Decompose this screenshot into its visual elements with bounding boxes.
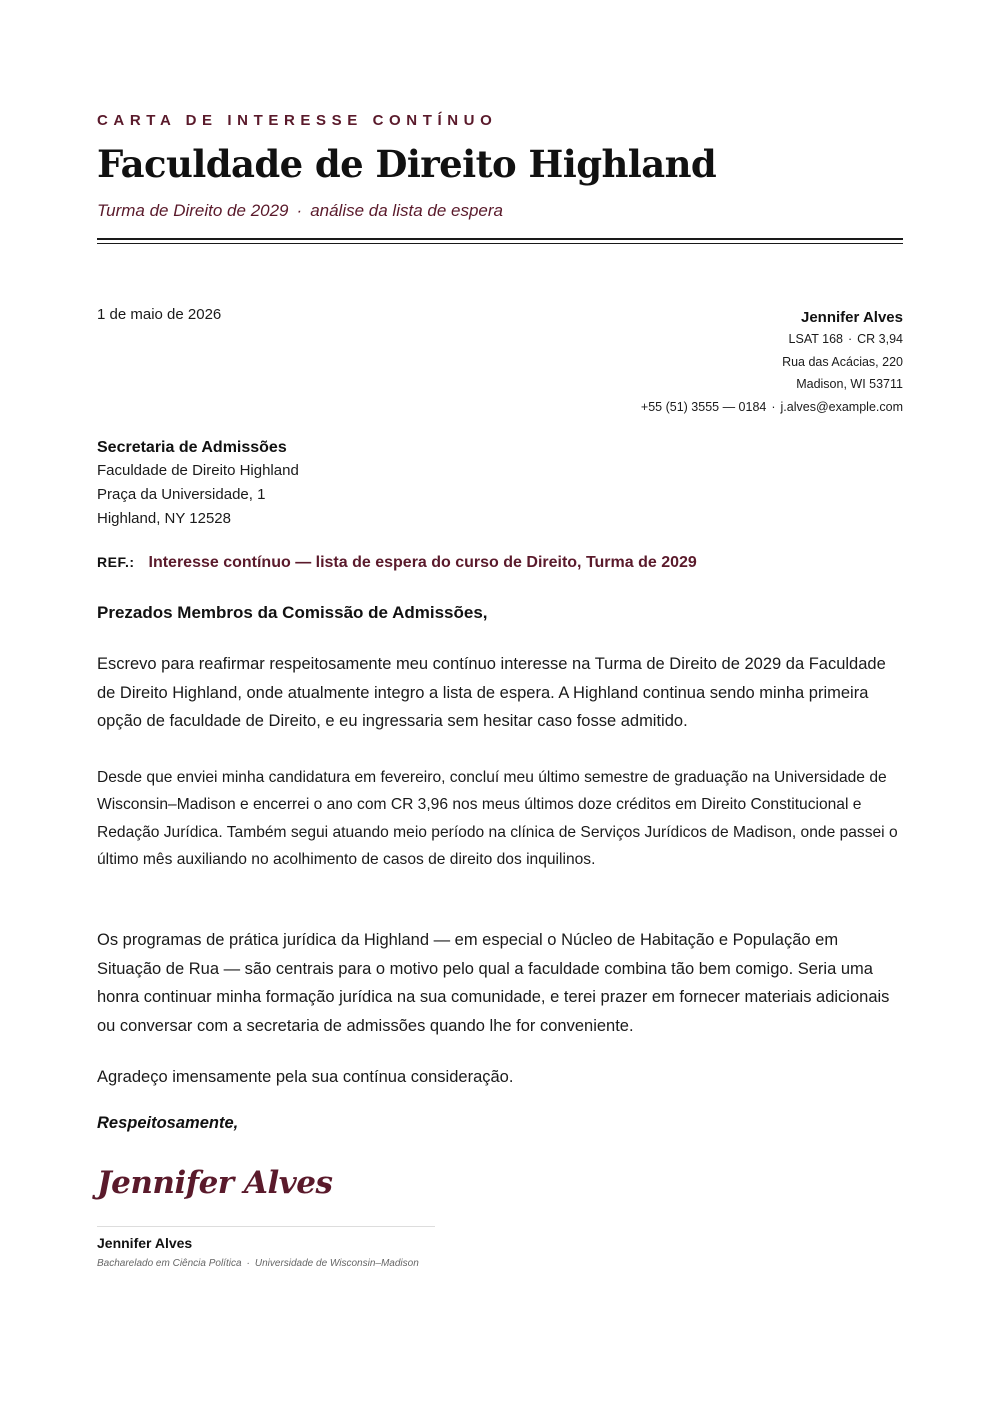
body-paragraph: Os programas de prática jurídica da Highland — em especial o Núcleo de Habitação e População em Situação de Rua — são centrais para o motivo pelo qual a faculdade combina tão bem comigo. Seria uma honra continuar minha formação jurídica na sua comunidade, e terei prazer em fornecer materiais adicionais ou conversar com a secretaria de admissões quando lhe for conveniente. xyxy=(97,931,890,1036)
body-paragraph: Desde que enviei minha candidatura em fevereiro, concluí meu último semestre de graduação na Universidade de Wisconsin–Madison e encerrei o ano com CR 3,96 nos meus últimos doze créditos em Direito Constitucional e Redação Jurídica. Também segui atuando meio período na clínica de Serviços Jurídicos de Madison, onde passei o último mês auxiliando no acolhimento de casos de direito dos inquilinos. xyxy=(97,769,898,868)
signer-separator: · xyxy=(246,1258,250,1269)
sender-contact xyxy=(641,396,903,419)
letter-date: 1 de maio de 2026 xyxy=(97,306,222,323)
signature-rule xyxy=(97,1226,435,1227)
reference-text: Interesse contínuo — lista de espera do curso de Direito, Turma de 2029 xyxy=(148,554,697,571)
recipient-block xyxy=(97,437,299,531)
closing: Respeitosamente, xyxy=(97,1114,239,1132)
letter-kicker: CARTA DE INTERESSE CONTÍNUO xyxy=(97,112,498,129)
recipient-school: Faculdade de Direito Highland xyxy=(97,462,299,479)
sender-name: Jennifer Alves xyxy=(801,309,903,326)
header-rule-bottom xyxy=(97,243,903,244)
sender-street: Rua das Acácias, 220 xyxy=(782,354,903,369)
reference-line xyxy=(97,554,697,572)
recipient-city: Highland, NY 12528 xyxy=(97,510,231,527)
sender-block xyxy=(641,308,903,418)
subtitle-status: análise da lista de espera xyxy=(310,201,503,220)
sender-gpa: CR 3,94 xyxy=(857,332,903,346)
body-paragraph: Agradeço imensamente pela sua contínua consideração. xyxy=(97,1068,514,1086)
sender-scores xyxy=(641,328,903,351)
reference-label: REF.: xyxy=(97,554,135,570)
subtitle-class: Turma de Direito de 2029 xyxy=(97,201,289,220)
recipient-street: Praça da Universidade, 1 xyxy=(97,486,266,503)
body-paragraph: Escrevo para reafirmar respeitosamente meu contínuo interesse na Turma de Direito de 2029 da Faculdade de Direito Highland, onde atualmente integro a lista de espera. A Highland continua sendo minha primeira opção de faculdade de Direito, e eu ingressaria sem hesitar caso fosse admitido. xyxy=(97,655,886,731)
sender-lsat: LSAT 168 xyxy=(788,332,843,346)
signer-degree: Bacharelado em Ciência Política xyxy=(97,1258,242,1269)
sender-separator: · xyxy=(771,399,776,414)
header-rule-top xyxy=(97,238,903,240)
school-title: Faculdade de Direito Highland xyxy=(97,142,717,186)
subtitle-separator: · xyxy=(296,201,303,220)
sender-phone: +55 (51) 3555 — 0184 xyxy=(640,399,767,414)
letter-subtitle xyxy=(97,201,503,221)
handwritten-signature: Jennifer Alves xyxy=(97,1165,333,1201)
sender-email[interactable]: j.alves@example.com xyxy=(780,399,903,414)
signer-credentials xyxy=(97,1258,419,1269)
recipient-office: Secretaria de Admissões xyxy=(97,439,287,456)
signer-university: Universidade de Wisconsin–Madison xyxy=(254,1258,419,1269)
salutation: Prezados Membros da Comissão de Admissões, xyxy=(97,603,488,622)
signer-name: Jennifer Alves xyxy=(97,1235,193,1251)
sender-city: Madison, WI 53711 xyxy=(796,377,903,391)
sender-separator: · xyxy=(847,332,853,346)
